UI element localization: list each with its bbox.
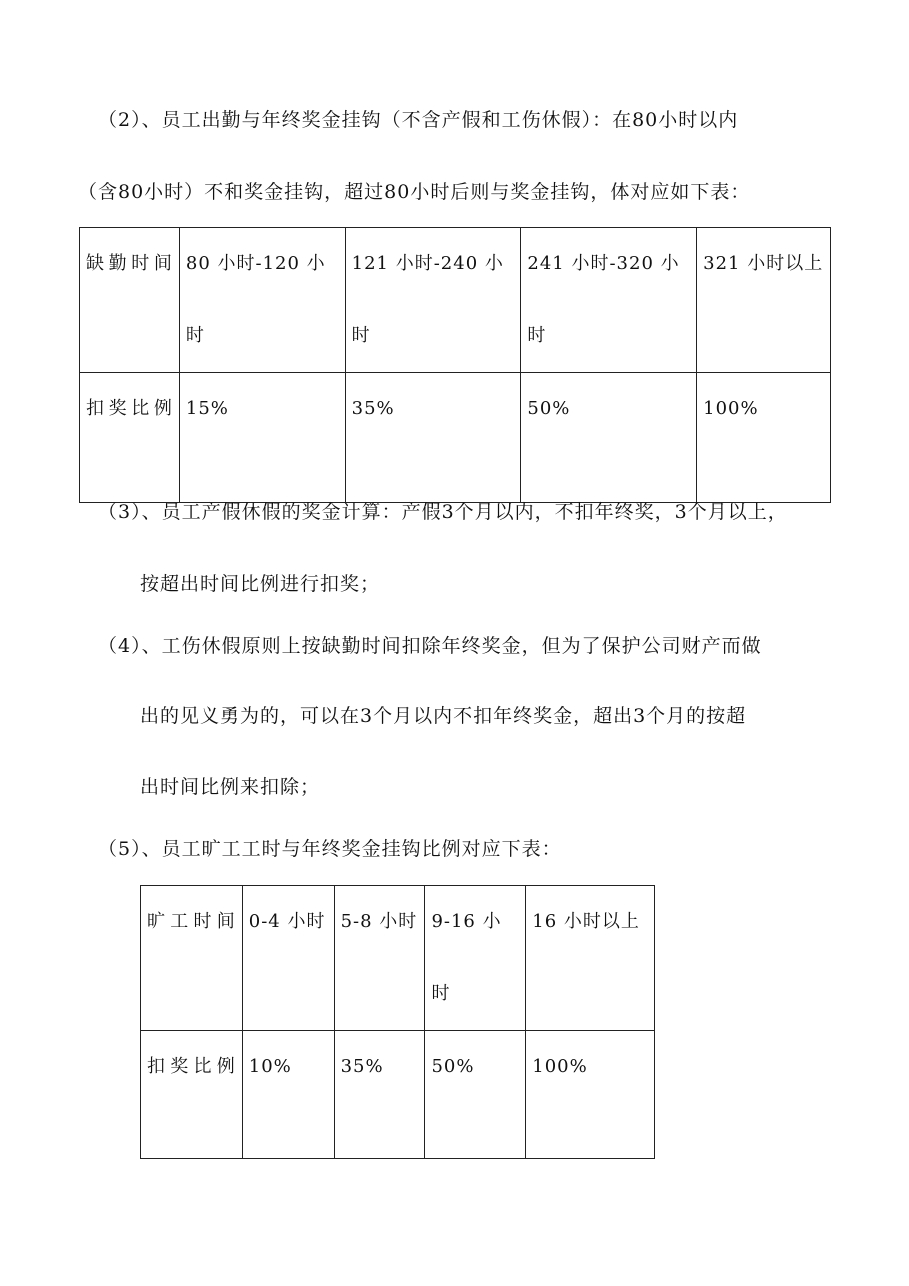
truancy-table bbox=[140, 885, 655, 1159]
p5-line1: （5）、员工旷工工时与年终奖金挂钩比例对应下表： bbox=[98, 838, 562, 860]
table-row bbox=[141, 1031, 655, 1159]
p2-line2: （含80小时）不和奖金挂钩，超过80小时后则与奖金挂钩，体对应如下表： bbox=[78, 181, 751, 203]
table-row bbox=[141, 886, 655, 1031]
table-cell: 5-8 小时 bbox=[334, 886, 425, 1031]
table-cell: 50% bbox=[521, 373, 697, 503]
p4-line1: （4）、工伤休假原则上按缺勤时间扣除年终奖金，但为了保护公司财产而做 bbox=[98, 635, 762, 657]
table-cell: 100% bbox=[526, 1031, 655, 1159]
table-cell: 80 小时-120 小时 bbox=[179, 228, 345, 373]
p3-line1: （3）、员工产假休假的奖金计算：产假3个月以内，不扣年终奖，3个月以上， bbox=[98, 501, 788, 523]
p2-line1: （2）、员工出勤与年终奖金挂钩（不含产假和工伤休假）：在80小时以内 bbox=[98, 109, 739, 131]
table-cell: 15% bbox=[179, 373, 345, 503]
table-cell: 321 小时以上 bbox=[697, 228, 831, 373]
table-cell: 241 小时-320 小时 bbox=[521, 228, 697, 373]
table-cell: 16 小时以上 bbox=[526, 886, 655, 1031]
table-row bbox=[80, 228, 831, 373]
table-cell: 50% bbox=[425, 1031, 526, 1159]
table-cell: 9-16 小时 bbox=[425, 886, 526, 1031]
table-cell: 10% bbox=[242, 1031, 334, 1159]
table-cell: 35% bbox=[334, 1031, 425, 1159]
table-cell: 0-4 小时 bbox=[242, 886, 334, 1031]
absence-table bbox=[79, 227, 831, 503]
table-cell: 100% bbox=[697, 373, 831, 503]
table-cell: 35% bbox=[345, 373, 521, 503]
table-row bbox=[80, 373, 831, 503]
table-cell: 121 小时-240 小时 bbox=[345, 228, 521, 373]
p4-line2: 出的见义勇为的，可以在3个月以内不扣年终奖金，超出3个月的按超 bbox=[140, 705, 747, 727]
table-header-cell: 扣奖比例 bbox=[141, 1031, 243, 1159]
p4-line3: 出时间比例来扣除； bbox=[140, 776, 321, 798]
table-header-cell: 缺勤时间 bbox=[80, 228, 180, 373]
table-header-cell: 扣奖比例 bbox=[80, 373, 180, 503]
p3-line2: 按超出时间比例进行扣奖； bbox=[140, 573, 381, 595]
table-header-cell: 旷工时间 bbox=[141, 886, 243, 1031]
